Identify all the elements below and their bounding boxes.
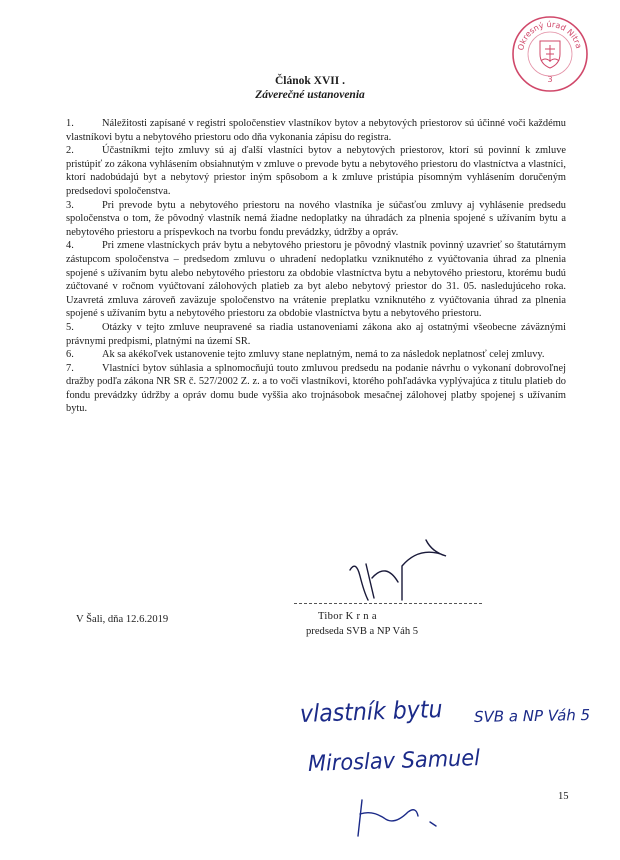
paragraph-6: 6. Ak sa akékoľvek ustanovenie tejto zmluvy stane neplatným, nemá to za následok neplatnosť celej zmluvy. <box>66 349 545 361</box>
signature-line <box>294 603 482 604</box>
paragraph-3: 3. Pri prevode bytu a nebytového priestoru na nového vlastníka je súčasťou zmluvy aj vyhlásenie predsedu spoločenstva o tom, že pôvodný vlastník nemá žiadne nedoplatky na úhradách za plnenia spojené s užívaním bytu a nebytového priestoru a príspevkoch na tvorbu fondu prevádzky, údržby a opráv. <box>66 199 566 238</box>
article-heading: Článok XVII . <box>275 75 345 87</box>
stamp-number: 3 <box>547 75 553 84</box>
signer-role: predseda SVB a NP Váh 5 <box>306 626 419 637</box>
paragraph-2: 2. Účastníkmi tejto zmluvy sú aj ďalší vlastníci bytov a nebytových priestorov, ktorí sú povinní k zmluve pristúpiť zo zákona vyhlásením obsiahnutým v zmluve o prevode bytu a nebytového priestoru do vlastníctva a vlastníci, ktorí nadobúdajú byt a nebytový priestor iným spôsobom a k zmluve pristúpia písomným vyhlásením doručeným predsedovi spoločenstva. <box>66 145 566 197</box>
paragraph-1: 1. Náležitosti zapísané v registri spoločenstiev vlastníkov bytov a nebytových priestorov sú účinné voči každému vlastníkovi bytu a nebytového priestoru odo dňa vykonania zápisu do registra. <box>66 118 566 143</box>
stamp-ring-text: Okresný úrad Nitra <box>516 19 584 52</box>
article-body <box>66 117 566 416</box>
coat-of-arms-icon <box>540 41 560 68</box>
paragraph-5: 5. Otázky v tejto zmluve neupravené sa riadia ustanoveniami zákona ako aj ostatnými všeobecne záväznými právnymi predpismi, platnými na území SR. <box>66 321 566 347</box>
owner-signature <box>358 800 436 836</box>
place-and-date: V Šali, dňa 12.6.2019 <box>76 614 169 625</box>
handwritten-association: SVB a NP Váh 5 <box>473 705 591 726</box>
handwritten-owner-label: vlastník bytu <box>299 695 443 728</box>
signer-name: Tibor K r n a <box>318 611 377 622</box>
page-number: 15 <box>558 791 569 802</box>
paragraph-4: 4. Pri zmene vlastníckych práv bytu a nebytového priestoru je pôvodný vlastník povinný uzavrieť so štatutárnym zástupcom spoločenstva – predsedom zmluvu o uhradení nedoplatku vzniknutého z vyúčtovania úhrad za plnenia spojené s užívaním bytu alebo nebytového priestoru za obdobie vlastníctva bytu a nebytového priestoru, ktorému budú zúčtované v ročnom vyúčtovaní zálohových platieb za byt alebo nebytový priestor do 31. 05. nasledujúceho roka. Uzavretá zmluva zároveň zaväzuje spoločenstvo na vrátenie preplatku vzniknutého z vyúčtovania úhrad za plnenia spojené s užívaním bytu a nebytového priestoru za obdobie vlastníctva bytu a nebytového priestoru. <box>66 240 566 320</box>
paragraph-7: 7. Vlastníci bytov súhlasia a splnomocňujú touto zmluvou predsedu na podanie návrhu o vykonaní dobrovoľnej dražby podľa zákona NR SR č. 527/2002 Z. z. a to voči vlastníkovi, ktorého pohľadávka vyplývajúca z titulu platieb do fondu prevádzky údržby a opráv domu bude vyššia ako trojnásobok mesačnej zálohovej platby spojenej s užívaním bytu. <box>66 362 566 415</box>
article-subtitle: Záverečné ustanovenia <box>255 89 365 101</box>
chairman-signature <box>350 540 446 600</box>
handwritten-owner-name: Miroslav Samuel <box>307 746 481 777</box>
